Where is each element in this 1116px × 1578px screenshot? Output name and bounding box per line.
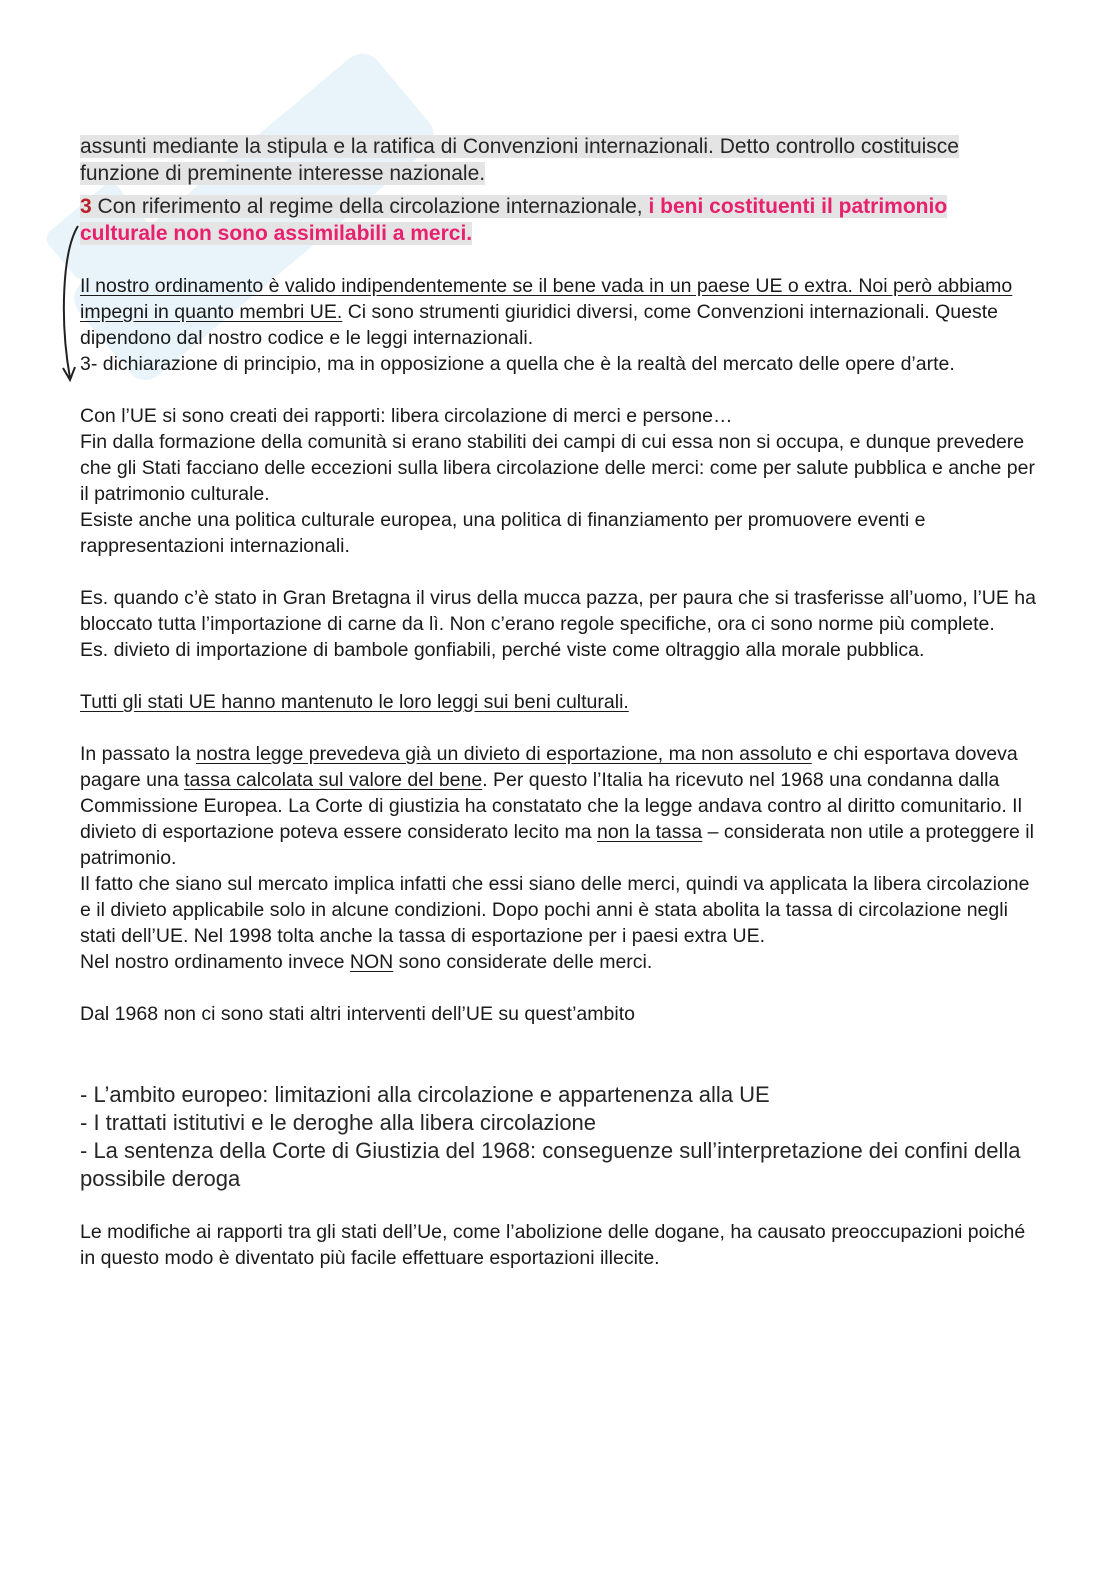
list-item: - I trattati istitutivi e le deroghe alla libera circolazione bbox=[80, 1110, 597, 1135]
list-item: - L’ambito europeo: limitazioni alla circolazione e appartenenza alla UE bbox=[80, 1082, 770, 1107]
paragraph-point-3 bbox=[80, 193, 1040, 247]
list-item: - La sentenza della Corte di Giustizia del 1968: conseguenze sull’interpretazione dei confini della possibile deroga bbox=[80, 1138, 1021, 1191]
paragraph-dichiarazione: 3- dichiarazione di principio, ma in opposizione a quella che è la realtà del mercato delle opere d’arte. bbox=[80, 353, 955, 375]
paragraph-rapporti-ue: Con l’UE si sono creati dei rapporti: libera circolazione di merci e persone… bbox=[80, 405, 733, 427]
underlined-text: Tutti gli stati UE hanno mantenuto le loro leggi sui beni culturali. bbox=[80, 691, 629, 713]
paragraph-bambole: Es. divieto di importazione di bambole gonfiabili, perché viste come oltraggio alla morale pubblica. bbox=[80, 639, 925, 661]
underlined-text: Il nostro ordinamento è valido indipendentemente se il bene vada in un paese UE o extra. Noi però abbiamo impegni in quanto membri UE. bbox=[80, 275, 1013, 323]
highlighted-text: assunti mediante la stipula e la ratifica di Convenzioni internazionali. Detto controllo costituisce funzione di preminente interesse nazionale. bbox=[80, 135, 959, 185]
pink-emphasis: i beni costituenti il patrimonio culturale non sono assimilabili a merci. bbox=[80, 195, 948, 245]
paragraph-convenzioni bbox=[80, 133, 1040, 187]
paragraph-dal-1968: Dal 1968 non ci sono stati altri interventi dell’UE su quest’ambito bbox=[80, 1003, 635, 1025]
paragraph-formazione-comunita: Fin dalla formazione della comunità si erano stabiliti dei campi di cui essa non si occupa, e dunque prevedere che gli Stati facciano delle eccezioni sulla libera circolazione delle merci: come per salute pubblica e anche per il patrimonio culturale. bbox=[80, 431, 1035, 505]
paragraph-mercato: Il fatto che siano sul mercato implica infatti che essi siano delle merci, quindi va applicata la libera circolazione e il divieto applicabile solo in alcune condizioni. Dopo pochi anni è stata abolita la tassa di circolazione negli stati dell’UE. Nel 1998 tolta anche la tassa di esportazione per i paesi extra UE. bbox=[80, 873, 1030, 947]
point-text: Con riferimento al regime della circolazione internazionale, bbox=[91, 195, 649, 218]
underlined-text: tassa calcolata sul valore del bene bbox=[184, 769, 483, 791]
paragraph-leggi-stati bbox=[80, 689, 1040, 715]
underlined-text: non la tassa bbox=[597, 821, 703, 843]
point-number: 3 bbox=[80, 195, 92, 218]
underlined-text: NON bbox=[349, 951, 394, 973]
topic-list bbox=[80, 1081, 1040, 1193]
paragraph-non-merci: Nel nostro ordinamento invece NON sono considerate delle merci. bbox=[80, 951, 653, 973]
paragraph-politica-culturale: Esiste anche una politica culturale europea, una politica di finanziamento per promuovere eventi e rappresentazioni internazionali. bbox=[80, 509, 926, 557]
paragraph-dogane: Le modifiche ai rapporti tra gli stati dell’Ue, come l’abolizione delle dogane, ha causato preoccupazioni poiché in questo modo è diventato più facile effettuare esportazioni illecite. bbox=[80, 1221, 1026, 1269]
paragraph-ordinamento bbox=[80, 273, 1040, 351]
paragraph-condanna-1968: In passato la nostra legge prevedeva già un divieto di esportazione, ma non assoluto e chi esportava doveva pagare una tassa calcolata sul valore del bene. Per questo l’Italia ha ricevuto nel 1968 una condanna dalla Commissione Europea. La Corte di giustizia ha constatato che la legge andava contro al diritto comunitario. Il divieto di esportazione poteva essere considerato lecito ma non la tassa – considerata non utile a proteggere il patrimonio. bbox=[80, 743, 1034, 869]
paragraph-mucca-pazza: Es. quando c’è stato in Gran Bretagna il virus della mucca pazza, per paura che si trasferisse all’uomo, l’UE ha bloccato tutta l’importazione di carne da lì. Non c’erano regole specifiche, ora ci sono norme più complete. bbox=[80, 587, 1036, 635]
underlined-text: nostra legge prevedeva già un divieto di esportazione, ma non assoluto bbox=[196, 743, 812, 765]
document-body bbox=[80, 133, 1040, 1271]
body-text: Ci sono strumenti giuridici diversi, come Convenzioni internazionali. Queste dipendono dal nostro codice e le leggi internazionali. bbox=[80, 301, 999, 349]
